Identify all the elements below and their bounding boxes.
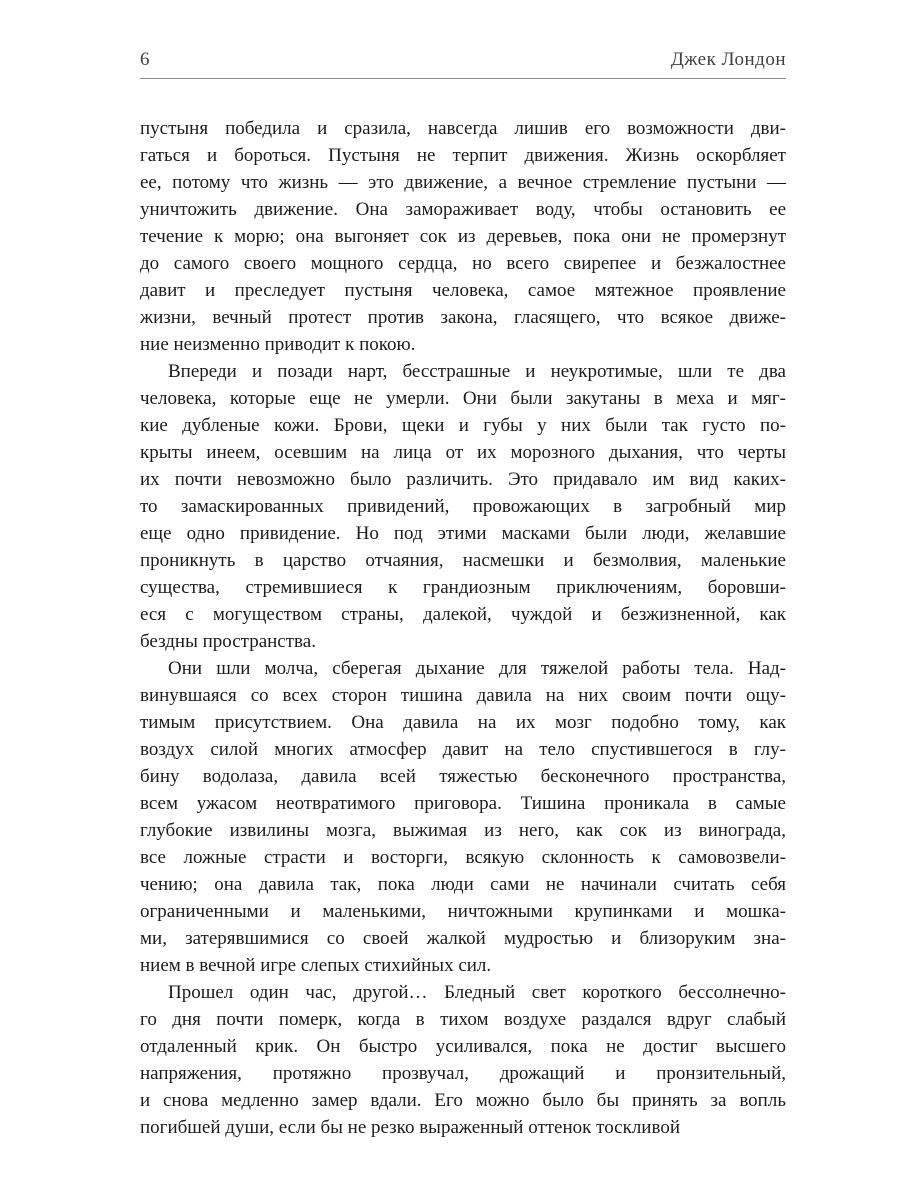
- text-line: проникнуть в царство отчаяния, насмешки и безмолвия, маленькие: [140, 550, 786, 571]
- text-line: ограниченными и маленькими, ничтожными крупинками и мошка-: [140, 901, 786, 922]
- book-page: [140, 48, 786, 1141]
- text-line: бину водолаза, давила всей тяжестью бесконечного пространства,: [140, 766, 786, 787]
- text-line: ние неизменно приводит к покою.: [140, 334, 416, 355]
- text-line: бездны пространства.: [140, 631, 316, 652]
- text-line: гаться и бороться. Пустыня не терпит движения. Жизнь оскорбляет: [140, 145, 786, 166]
- text-line: существа, стремившиеся к грандиозным приключениям, боровши-: [140, 577, 786, 598]
- text-line: винувшаяся со всех сторон тишина давила на них своим почти ощу-: [140, 685, 786, 706]
- text-line: течение к морю; она выгоняет сок из деревьев, пока они не промерзнут: [140, 226, 786, 247]
- text-line: давит и преследует пустыня человека, самое мятежное проявление: [140, 280, 786, 301]
- text-line: крыты инеем, осевшим на лица от их морозного дыхания, что черты: [140, 442, 786, 463]
- text-line: нием в вечной игре слепых стихийных сил.: [140, 955, 492, 976]
- text-line: еще одно привидение. Но под этими масками были люди, желавшие: [140, 523, 786, 544]
- text-line: человека, которые еще не умерли. Они были закутаны в меха и мяг-: [140, 388, 786, 409]
- header-rule: [140, 78, 786, 79]
- text-line: ми, затерявшимися со своей жалкой мудростью и близоруким зна-: [140, 928, 786, 949]
- text-line: отдаленный крик. Он быстро усиливался, пока не достиг высшего: [140, 1036, 786, 1057]
- text-line: напряжения, протяжно прозвучал, дрожащий и пронзительный,: [140, 1063, 786, 1084]
- text-line: воздух силой многих атмосфер давит на тело спустившегося в глу-: [140, 739, 786, 760]
- text-line: жизни, вечный протест против закона, гласящего, что всякое движе-: [140, 307, 786, 328]
- text-line: погибшей души, если бы не резко выраженный оттенок тоскливой: [140, 1117, 680, 1138]
- text-line: ее, потому что жизнь — это движение, а вечное стремление пустыни —: [140, 172, 786, 193]
- text-line: чению; она давила так, пока люди сами не начинали считать себя: [140, 874, 786, 895]
- text-line: кие дубленые кожи. Брови, щеки и губы у них были так густо по-: [140, 415, 786, 436]
- text-line: го дня почти померк, когда в тихом воздухе раздался вдруг слабый: [140, 1009, 786, 1030]
- text-line: то замаскированных привидений, провожающих в загробный мир: [140, 496, 786, 517]
- text-line: глубокие извилины мозга, выжимая из него, как сок из винограда,: [140, 820, 786, 841]
- running-head-author: Джек Лондон: [670, 49, 786, 70]
- text-block: [140, 115, 786, 1141]
- page-header: [140, 48, 786, 72]
- text-line: до самого своего мощного сердца, но всего свирепее и безжалостнее: [140, 253, 786, 274]
- text-line: и снова медленно замер вдали. Его можно было бы принять за вопль: [140, 1090, 786, 1111]
- text-line: все ложные страсти и восторги, всякую склонность к самовозвели-: [140, 847, 786, 868]
- text-line: Они шли молча, сберегая дыхание для тяжелой работы тела. Над-: [168, 658, 786, 679]
- text-line: всем ужасом неотвратимого приговора. Тишина проникала в самые: [140, 793, 786, 814]
- text-line: уничтожить движение. Она замораживает воду, чтобы остановить ее: [140, 199, 786, 220]
- text-line: пустыня победила и сразила, навсегда лишив его возможности дви-: [140, 118, 786, 139]
- text-line: еся с могуществом страны, далекой, чуждой и безжизненной, как: [140, 604, 786, 625]
- text-line: тимым присутствием. Она давила на их мозг подобно тому, как: [140, 712, 786, 733]
- text-line: Прошел один час, другой… Бледный свет короткого бессолнечно-: [168, 982, 786, 1003]
- text-line: их почти невозможно было различить. Это придавало им вид каких-: [140, 469, 786, 490]
- page-number: 6: [140, 49, 150, 70]
- text-line: Впереди и позади нарт, бесстрашные и неукротимые, шли те два: [168, 361, 786, 382]
